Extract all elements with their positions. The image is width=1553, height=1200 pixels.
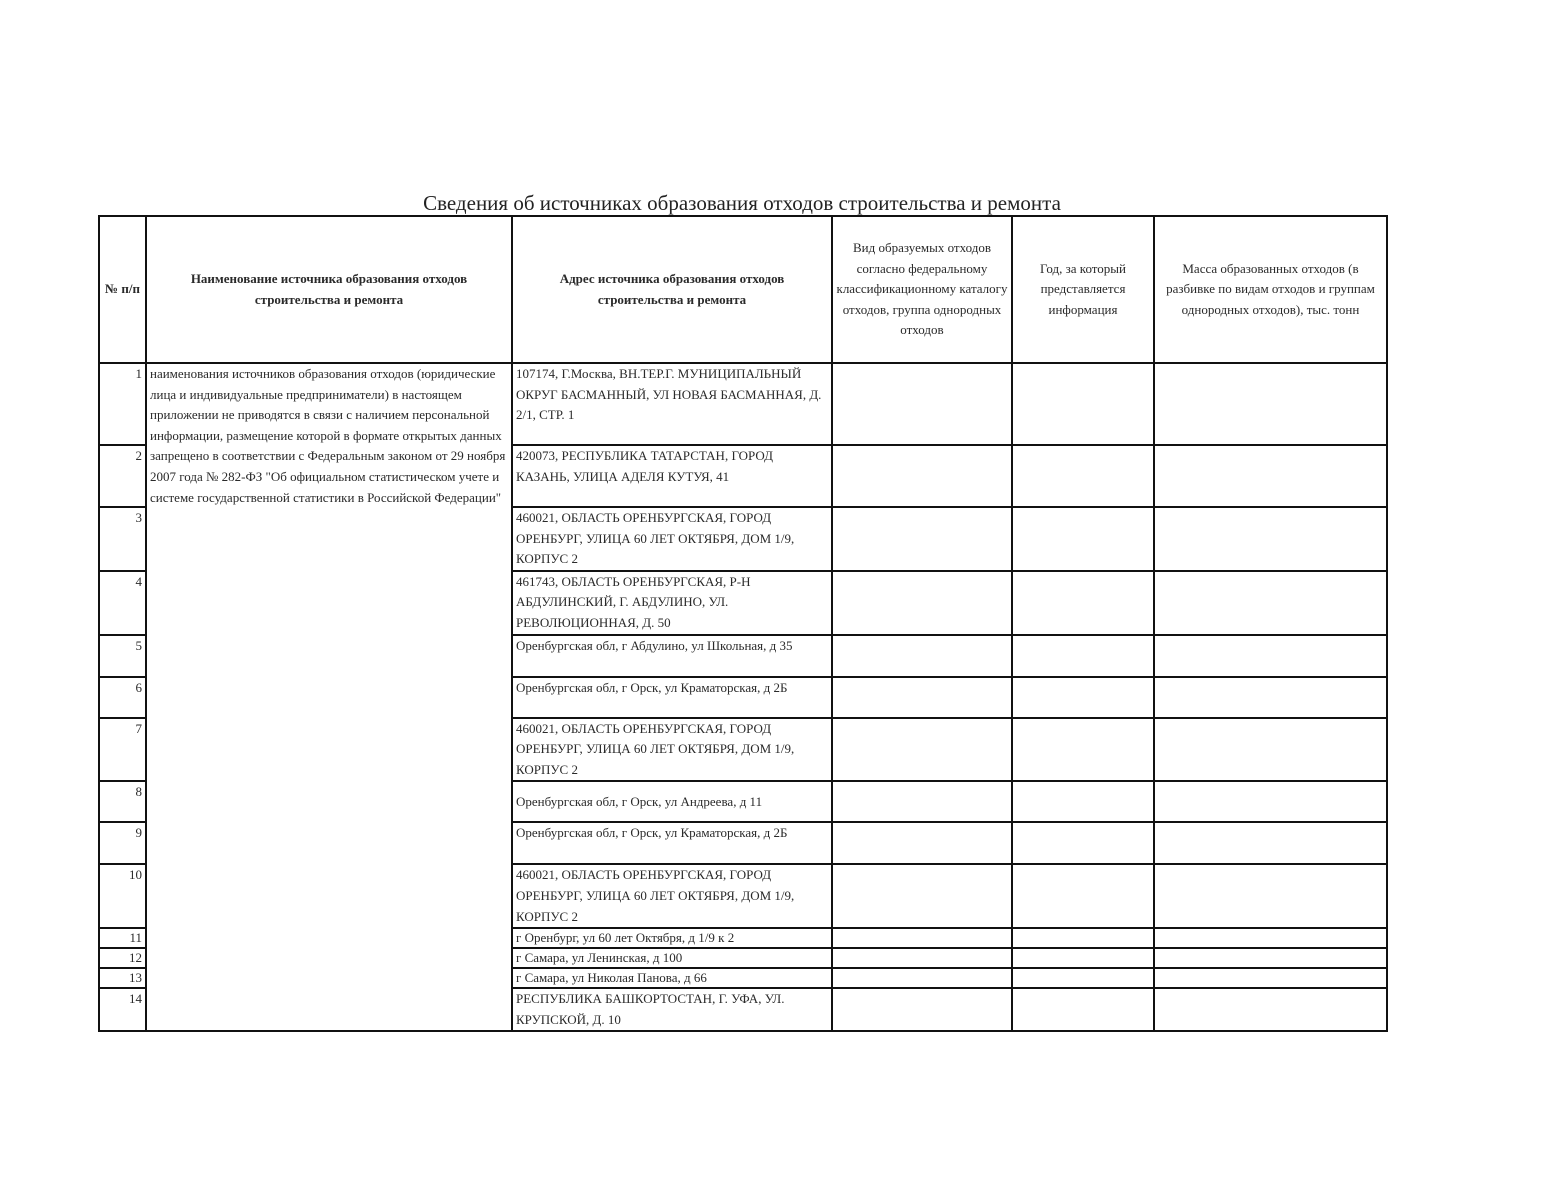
row-waste-type [832,507,1012,571]
row-number: 6 [99,677,146,718]
row-address: 107174, Г.Москва, ВН.ТЕР.Г. МУНИЦИПАЛЬНЫЙ ОКРУГ БАСМАННЫЙ, УЛ НОВАЯ БАСМАННАЯ, Д. 2/1, СТР. 1 [512,363,832,445]
row-year [1012,948,1154,968]
row-year [1012,968,1154,988]
row-waste-type [832,781,1012,822]
row-year [1012,445,1154,507]
row-number: 7 [99,718,146,782]
row-year [1012,363,1154,445]
row-mass [1154,677,1387,718]
row-number: 5 [99,635,146,677]
row-address: 420073, РЕСПУБЛИКА ТАТАРСТАН, ГОРОД КАЗАНЬ, УЛИЦА АДЕЛЯ КУТУЯ, 41 [512,445,832,507]
row-address: г Самара, ул Николая Панова, д 66 [512,968,832,988]
row-number: 11 [99,928,146,948]
row-waste-type [832,968,1012,988]
row-number: 8 [99,781,146,822]
document-title: Сведения об источниках образования отходов строительства и ремонта [423,191,1061,215]
header-num: № п/п [99,216,146,363]
row-number: 12 [99,948,146,968]
row-mass [1154,571,1387,635]
header-waste-type: Вид образуемых отходов согласно федеральному классификационному каталогу отходов, группа однородных отходов [832,216,1012,363]
row-mass [1154,928,1387,948]
row-address: Оренбургская обл, г Орск, ул Андреева, д 11 [512,781,832,822]
row-waste-type [832,948,1012,968]
row-address: РЕСПУБЛИКА БАШКОРТОСТАН, Г. УФА, УЛ. КРУПСКОЙ, Д. 10 [512,988,832,1031]
row-year [1012,635,1154,677]
row-waste-type [832,363,1012,445]
row-mass [1154,445,1387,507]
row-year [1012,822,1154,864]
row-year [1012,507,1154,571]
row-address: Оренбургская обл, г Абдулино, ул Школьная, д 35 [512,635,832,677]
row-waste-type [832,635,1012,677]
header-year: Год, за который представляется информация [1012,216,1154,363]
row-waste-type [832,445,1012,507]
header-source-name: Наименование источника образования отходов строительства и ремонта [146,216,512,363]
row-address: 460021, ОБЛАСТЬ ОРЕНБУРГСКАЯ, ГОРОД ОРЕНБУРГ, УЛИЦА 60 ЛЕТ ОКТЯБРЯ, ДОМ 1/9, КОРПУС 2 [512,864,832,928]
row-mass [1154,948,1387,968]
row-mass [1154,988,1387,1031]
row-year [1012,718,1154,782]
row-year [1012,781,1154,822]
row-address: Оренбургская обл, г Орск, ул Краматорская, д 2Б [512,677,832,718]
row-mass [1154,363,1387,445]
row-mass [1154,968,1387,988]
row-waste-type [832,864,1012,928]
table-row [99,363,1387,445]
row-number: 14 [99,988,146,1031]
source-name-note: наименования источников образования отходов (юридические лица и индивидуальные предприниматели) в настоящем приложении не приводятся в связи с наличием персональной информации, размещение которой в формате открытых данных запрещено в соответствии с Федеральным законом от 29 ноября 2007 года № 282-ФЗ "Об официальном статистическом учете и системе государственной статистики в Российской Федерации" [146,363,512,1031]
row-number: 3 [99,507,146,571]
row-address: 461743, ОБЛАСТЬ ОРЕНБУРГСКАЯ, Р-Н АБДУЛИНСКИЙ, Г. АБДУЛИНО, УЛ. РЕВОЛЮЦИОННАЯ, Д. 50 [512,571,832,635]
row-address: 460021, ОБЛАСТЬ ОРЕНБУРГСКАЯ, ГОРОД ОРЕНБУРГ, УЛИЦА 60 ЛЕТ ОКТЯБРЯ, ДОМ 1/9, КОРПУС 2 [512,718,832,782]
row-waste-type [832,677,1012,718]
row-number: 4 [99,571,146,635]
header-mass: Масса образованных отходов (в разбивке по видам отходов и группам однородных отходов), тыс. тонн [1154,216,1387,363]
row-mass [1154,864,1387,928]
row-number: 10 [99,864,146,928]
row-address: г Самара, ул Ленинская, д 100 [512,948,832,968]
row-mass [1154,822,1387,864]
row-mass [1154,781,1387,822]
row-year [1012,928,1154,948]
row-address: Оренбургская обл, г Орск, ул Краматорская, д 2Б [512,822,832,864]
header-row [99,216,1387,363]
row-year [1012,988,1154,1031]
row-waste-type [832,988,1012,1031]
row-address: 460021, ОБЛАСТЬ ОРЕНБУРГСКАЯ, ГОРОД ОРЕНБУРГ, УЛИЦА 60 ЛЕТ ОКТЯБРЯ, ДОМ 1/9, КОРПУС 2 [512,507,832,571]
waste-sources-table [98,215,1388,1032]
row-waste-type [832,718,1012,782]
row-number: 13 [99,968,146,988]
row-number: 1 [99,363,146,445]
row-waste-type [832,928,1012,948]
row-waste-type [832,822,1012,864]
header-address: Адрес источника образования отходов строительства и ремонта [512,216,832,363]
row-mass [1154,718,1387,782]
row-address: г Оренбург, ул 60 лет Октября, д 1/9 к 2 [512,928,832,948]
row-number: 9 [99,822,146,864]
row-year [1012,864,1154,928]
row-year [1012,677,1154,718]
row-mass [1154,507,1387,571]
row-year [1012,571,1154,635]
row-waste-type [832,571,1012,635]
row-number: 2 [99,445,146,507]
row-mass [1154,635,1387,677]
